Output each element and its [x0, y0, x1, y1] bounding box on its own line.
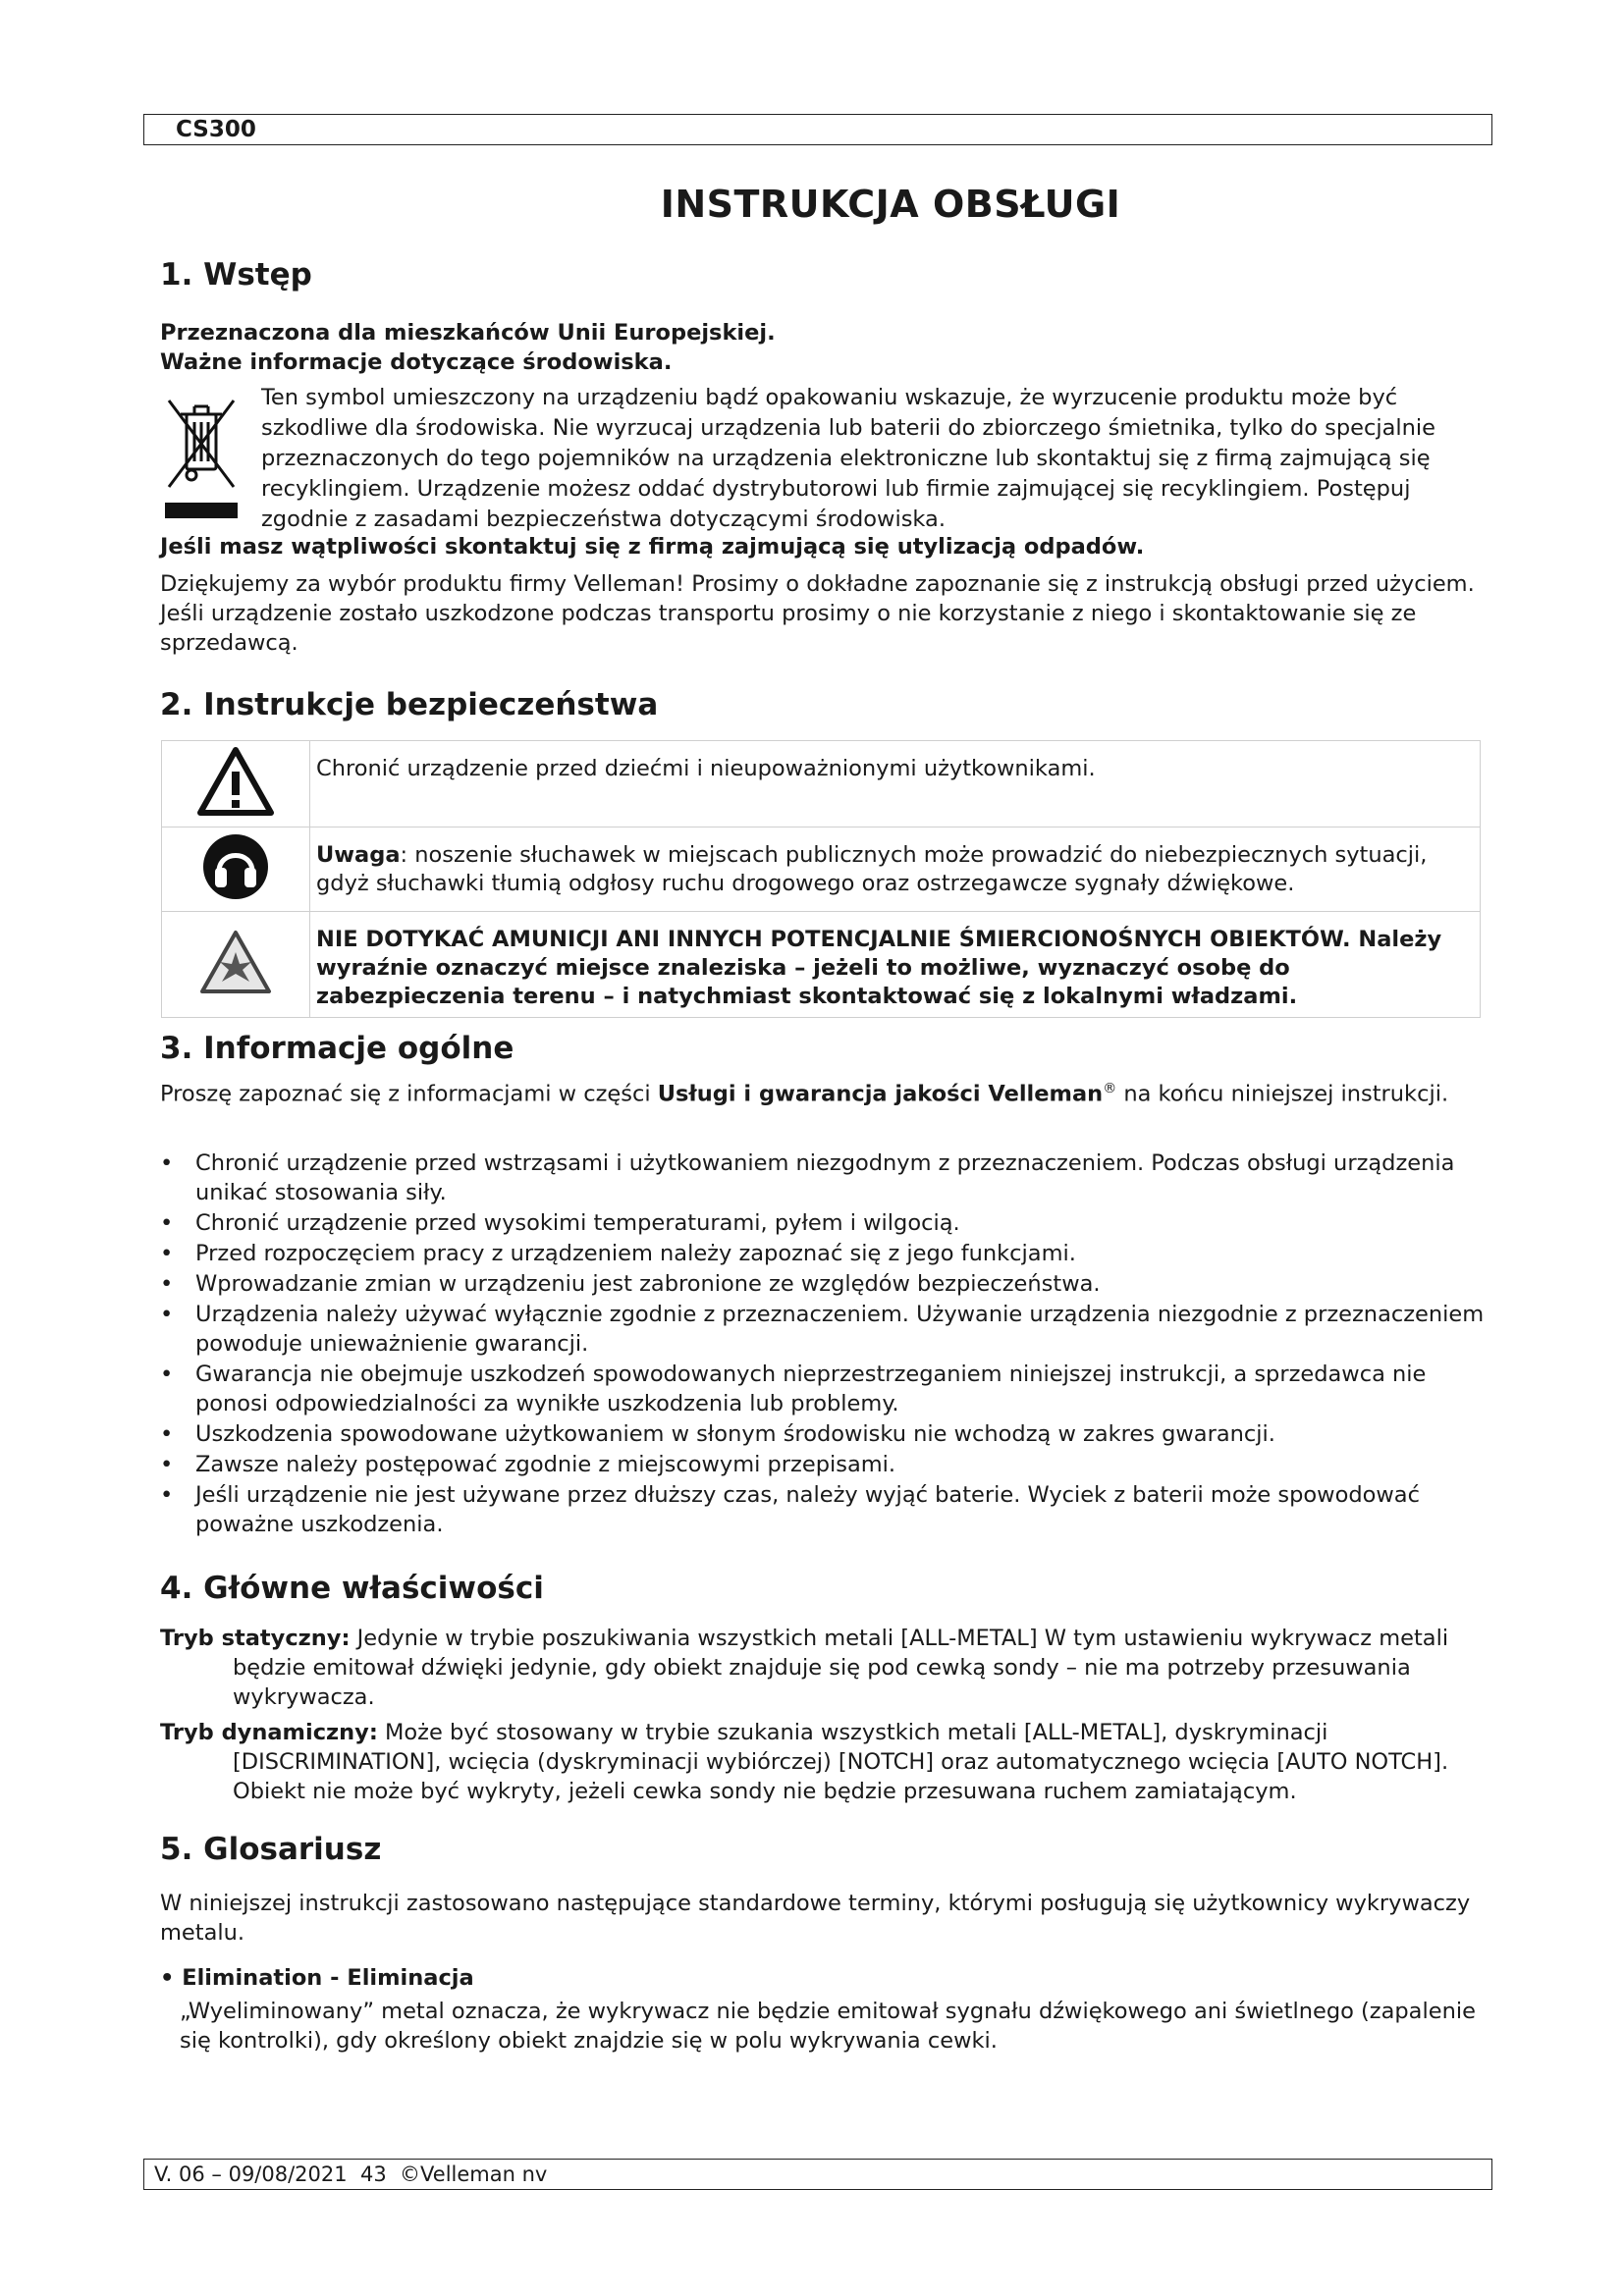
list-item: • Zawsze należy postępować zgodnie z miejscowymi przepisami.: [160, 1450, 1495, 1479]
ear-protection-icon: [201, 832, 270, 901]
warning-icon-cell: [162, 741, 310, 828]
safety-row: [162, 828, 1481, 912]
safety-row: [162, 741, 1481, 828]
static-mode-text: Jedynie w trybie poszukiwania wszystkich metali [ALL-METAL] W tym ustawieniu wykrywacz metali będzie emitował dźwięki jedynie, gdy obiekt znajduje się pod cewką sondy – nie ma potrzeby przesuwania wykrywacza.: [233, 1626, 1449, 1710]
explosive-icon-cell: [162, 912, 310, 1018]
list-item: • Wprowadzanie zmian w urządzeniu jest zabronione ze względów bezpieczeństwa.: [160, 1269, 1495, 1299]
list-item: • Uszkodzenia spowodowane użytkowaniem w słonym środowisku nie wchodzą w zakres gwarancji.: [160, 1419, 1495, 1449]
list-item: • Chronić urządzenie przed wstrząsami i użytkowaniem niezgodnym z przeznaczeniem. Podczas obsługi urządzenia unikać stosowania siły.: [160, 1148, 1495, 1207]
static-mode-label: Tryb statyczny:: [160, 1626, 351, 1651]
section-1-heading: 1. Wstęp: [160, 257, 312, 293]
uwaga-label: Uwaga: [316, 842, 401, 868]
list-item: • Gwarancja nie obejmuje uszkodzeń spowodowanych nieprzestrzeganiem niniejszej instrukcji, a sprzedawca nie ponosi odpowiedzialności za wynikłe uszkodzenia lub problemy.: [160, 1360, 1495, 1418]
eu-line: Przeznaczona dla mieszkańców Unii Europejskiej.: [160, 320, 776, 346]
list-item: • Chronić urządzenie przed wysokimi temperaturami, pyłem i wilgocią.: [160, 1208, 1495, 1238]
hearing-icon-cell: [162, 828, 310, 912]
safety-row: [162, 912, 1481, 1018]
page-footer: [143, 2159, 1492, 2190]
registered-mark: ®: [1103, 1081, 1117, 1096]
intro-pre: Proszę zapoznać się z informacjami w części: [160, 1081, 658, 1107]
intro-post: na końcu niniejszej instrukcji.: [1116, 1081, 1449, 1107]
safety-text-2: : noszenie słuchawek w miejscach publicznych może prowadzić do niebezpiecznych sytuacji, gdyż słuchawki tłumią odgłosy ruchu drogowego oraz ostrzegawcze sygnały dźwiękowe.: [316, 842, 1428, 896]
safety-text-1: Chronić urządzenie przed dziećmi i nieupoważnionymi użytkownikami.: [310, 741, 1481, 828]
list-item: • Jeśli urządzenie nie jest używane przez dłuższy czas, należy wyjąć baterie. Wyciek z baterii może spowodować poważne uszkodzenia.: [160, 1480, 1495, 1539]
general-info-list: [160, 1148, 1495, 1540]
dynamic-mode-text: Może być stosowany w trybie szukania wszystkich metali [ALL-METAL], dyskryminacji [DISCRIMINATION], wcięcia (dyskryminacji wybiórczej) [NOTCH] oraz automatycznego wcięcia [AUTO NOTCH]. Obiekt nie może być wykryty, jeżeli cewka sondy nie będzie przesuwana ruchem zamiatającym.: [233, 1720, 1449, 1804]
glossary-term: • Elimination - Eliminacja: [160, 1965, 474, 1991]
section-2-heading: 2. Instrukcje bezpieczeństwa: [160, 687, 659, 722]
env-line: Ważne informacje dotyczące środowiska.: [160, 349, 673, 375]
weee-text: Ten symbol umieszczony na urządzeniu bądź opakowaniu wskazuje, że wyrzucenie produktu może być szkodliwe dla środowiska. Nie wyrzucaj urządzenia lub baterii do zbiorczego śmietnika, tylko do specjalnie przeznaczonych do tego pojemników na urządzenia elektroniczne lub skontaktuj się z firmą zajmującą się recyklingiem. Urządzenie możesz oddać dystrybutorowi lub firmie zajmującej się recyklingiem. Postępuj zgodnie z zasadami bezpieczeństwa dotyczącymi środowiska.: [261, 385, 1436, 532]
doubt-line: Jeśli masz wątpliwości skontaktuj się z firmą zajmującą się utylizacją odpadów.: [160, 534, 1145, 560]
list-item: • Urządzenia należy używać wyłącznie zgodnie z przeznaczeniem. Używanie urządzenia niezgodnie z przeznaczeniem powoduje unieważnienie gwarancji.: [160, 1300, 1495, 1359]
model-label: CS300: [176, 117, 256, 142]
footer-text: V. 06 – 09/08/2021 43 ©Velleman nv: [154, 2163, 548, 2186]
safety-table: [161, 740, 1481, 1018]
glossary-term-label: Elimination - Eliminacja: [182, 1965, 474, 1991]
glossary-intro: W niniejszej instrukcji zastosowano następujące standardowe terminy, którymi posługują się użytkownicy wykrywaczy metalu.: [160, 1891, 1471, 1946]
explosive-warning-icon: [198, 929, 273, 995]
section-4-heading: 4. Główne właściwości: [160, 1571, 544, 1606]
section-3-heading: 3. Informacje ogólne: [160, 1031, 514, 1066]
thanks-paragraph: Dziękujemy za wybór produktu firmy Velleman! Prosimy o dokładne zapoznanie się z instrukcją obsługi przed użyciem. Jeśli urządzenie zostało uszkodzone podczas transportu prosimy o nie korzystanie z niego i skontaktowanie się ze sprzedawcą.: [160, 571, 1475, 656]
warning-triangle-icon: [196, 746, 275, 817]
safety-text-3: NIE DOTYKAĆ AMUNICJI ANI INNYCH POTENCJALNIE ŚMIERCIONOŚNYCH OBIEKTÓW. Należy wyraźnie oznaczyć miejsce znaleziska – jeżeli to możliwe, wyznaczyć osobę do zabezpieczenia terenu – i natychmiast skontaktować się z lokalnymi władzami.: [310, 912, 1481, 1018]
page-title: INSTRUKCJA OBSŁUGI: [660, 183, 1121, 226]
weee-bin-icon: [165, 397, 238, 520]
section-3-intro: [160, 1074, 1495, 1109]
static-mode-paragraph: [160, 1624, 1495, 1712]
intro-bold: Usługi i gwarancja jakości Velleman: [657, 1081, 1104, 1107]
glossary-term-text: „Wyeliminowany” metal oznacza, że wykrywacz nie będzie emitował sygnału dźwiękowego ani świetlnego (zapalenie się kontrolki), gdy określony obiekt znajdzie się w polu wykrywania cewki.: [180, 1999, 1476, 2054]
page-header: [143, 114, 1492, 145]
section-5-heading: 5. Glosariusz: [160, 1832, 382, 1867]
list-item: • Przed rozpoczęciem pracy z urządzeniem należy zapoznać się z jego funkcjami.: [160, 1239, 1495, 1268]
dynamic-mode-label: Tryb dynamiczny:: [160, 1720, 378, 1745]
dynamic-mode-paragraph: [160, 1718, 1495, 1806]
